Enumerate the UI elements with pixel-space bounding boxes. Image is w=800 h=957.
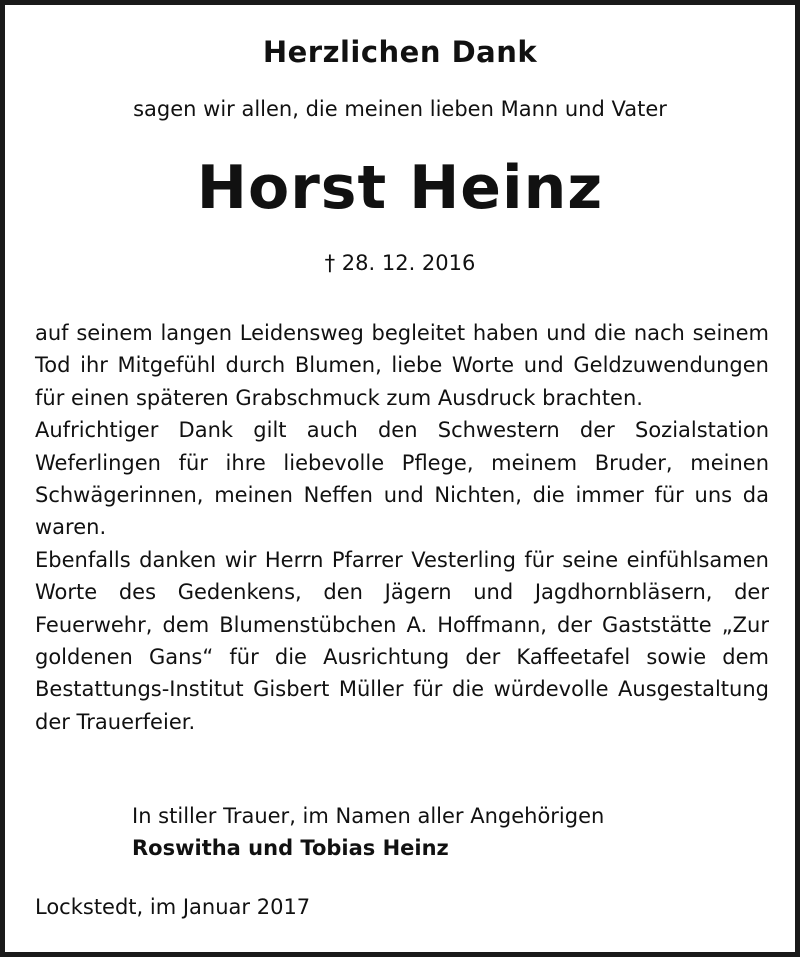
notice-heading: Herzlichen Dank — [262, 35, 538, 69]
thanks-paragraph-2: Aufrichtiger Dank gilt auch den Schwestern der Sozialstation Weferlingen für ihre liebevolle Pflege, meinem Bruder, meinen Schwägerinnen, meinen Neffen und Nichten, die immer für uns da waren. — [35, 418, 769, 540]
intro-line: sagen wir allen, die meinen lieben Mann und Vater — [133, 97, 667, 121]
signature-block — [132, 800, 604, 864]
death-date: † 28. 12. 2016 — [324, 251, 476, 275]
place-and-date: Lockstedt, im Januar 2017 — [35, 895, 311, 919]
mourner-names: Roswitha und Tobias Heinz — [132, 836, 449, 860]
mourning-line: In stiller Trauer, im Namen aller Angehörigen — [132, 804, 605, 828]
thanks-body — [35, 317, 769, 738]
thanks-paragraph-3: Ebenfalls danken wir Herrn Pfarrer Vesterling für seine einfühlsamen Worte des Gedenkens, den Jägern und Jagdhornbläsern, der Feuerwehr, dem Blumenstübchen A. Hoffmann, der Gaststätte „Zur goldenen Gans“ für die Ausrichtung der Kaffeetafel sowie dem Bestattungs-Institut Gisbert Müller für die würdevolle Ausgestaltung der Trauerfeier. — [35, 547, 769, 734]
deceased-name: Horst Heinz — [196, 153, 604, 223]
thanks-paragraph-1: auf seinem langen Leidensweg begleitet haben und die nach seinem Tod ihr Mitgefühl durch Blumen, liebe Worte und Geldzuwendungen für einen späteren Grabschmuck zum Ausdruck brachten. — [35, 321, 769, 410]
